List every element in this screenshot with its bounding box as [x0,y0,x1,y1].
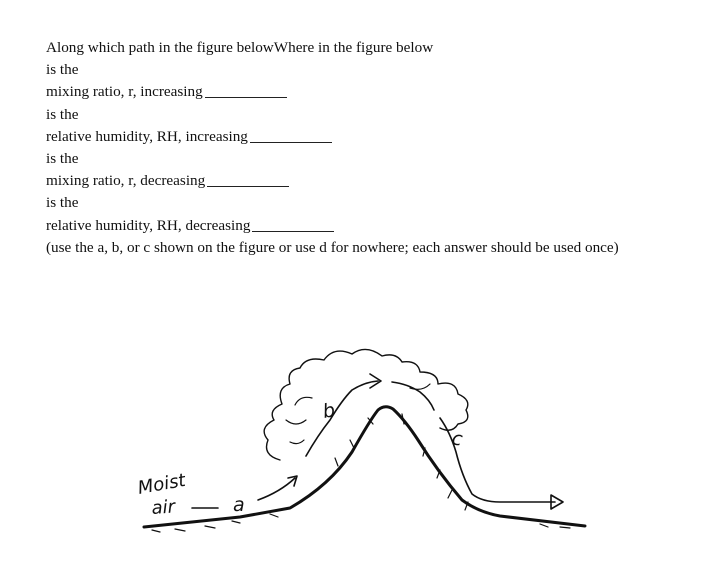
mountain-hatch [335,414,468,510]
question-line: is the [46,61,79,79]
instructions: (use the a, b, or c shown on the figure or use d for nowhere; each answer should be used once) [46,238,619,256]
question-line: is the [46,105,79,123]
item-label: relative humidity, RH, decreasing [46,216,251,234]
item-label: mixing ratio, r, decreasing [46,172,206,190]
ground-line [144,407,585,527]
label-b: b [321,399,337,423]
item-label: mixing ratio, r, increasing [46,83,203,101]
cloud-inner [286,384,430,444]
question-line: is the [46,149,79,167]
moist-label: Moist [136,469,188,499]
question-line: Along which path in the figure belowWhere in the figure below [46,39,434,56]
item-label: relative humidity, RH, increasing [46,127,248,145]
arrow-path-a-rise [258,478,295,500]
air-label: air [150,496,176,519]
arrow-path-b [306,381,378,456]
label-c: c [450,427,465,451]
label-a: a [233,494,245,516]
question-line: is the [46,194,79,212]
